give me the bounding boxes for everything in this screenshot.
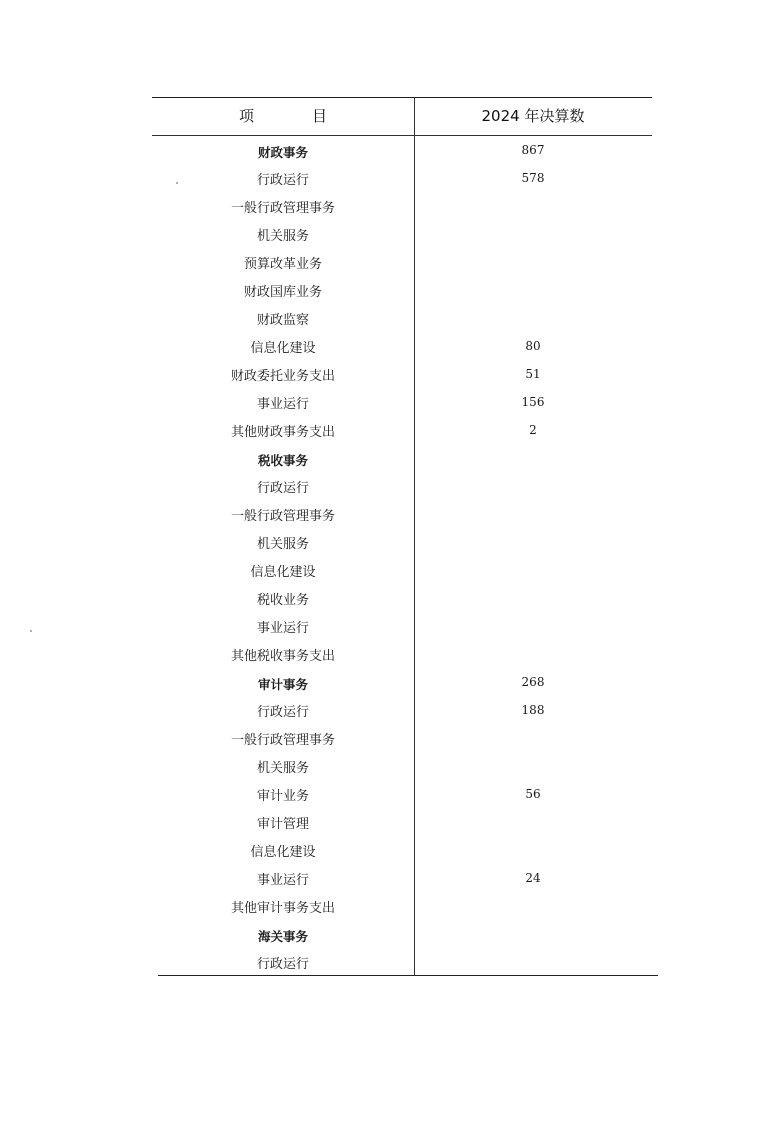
table-row <box>152 587 654 615</box>
column-header-value: 2024 年决算数 <box>481 107 585 125</box>
table-row <box>152 811 654 839</box>
row-item-name: 其他审计事务支出 <box>230 901 335 916</box>
table-row <box>152 839 654 867</box>
row-value <box>414 755 652 783</box>
table-row <box>152 139 654 167</box>
row-item-name: 信息化建设 <box>250 341 316 356</box>
scan-speck <box>30 630 32 632</box>
row-item-name: 机关服务 <box>256 761 309 776</box>
table-row <box>152 307 654 335</box>
row-item-name: 一般行政管理事务 <box>230 201 335 216</box>
row-value: 578 <box>521 171 545 185</box>
row-item-name: 机关服务 <box>256 537 309 552</box>
row-value: 268 <box>521 675 545 689</box>
table-row <box>152 503 654 531</box>
table-row <box>152 419 654 447</box>
row-value <box>414 895 652 923</box>
table-row <box>152 475 654 503</box>
row-item-name: 审计事务 <box>257 677 308 692</box>
row-item-name: 行政运行 <box>256 481 309 496</box>
row-value <box>414 223 652 251</box>
scan-speck <box>176 182 178 184</box>
table-row <box>152 923 654 951</box>
table-row <box>152 363 654 391</box>
table-row <box>152 391 654 419</box>
row-value <box>414 811 652 839</box>
table-row <box>152 223 654 251</box>
table-row <box>152 531 654 559</box>
row-value: 156 <box>521 395 545 409</box>
row-item-name: 税收事务 <box>257 453 308 468</box>
table-row <box>152 167 654 195</box>
row-item-name: 信息化建设 <box>250 565 316 580</box>
table-row <box>152 783 654 811</box>
table-row <box>152 755 654 783</box>
row-value <box>414 531 652 559</box>
table-row <box>152 447 654 475</box>
row-item-name: 行政运行 <box>256 705 309 720</box>
table-row <box>152 727 654 755</box>
table-row <box>152 699 654 727</box>
row-value: 867 <box>521 143 545 157</box>
row-item-name: 事业运行 <box>256 397 309 412</box>
row-item-name: 事业运行 <box>256 621 309 636</box>
table-row <box>152 335 654 363</box>
row-value <box>414 251 652 279</box>
row-value: 51 <box>525 367 541 381</box>
budget-table <box>152 97 654 977</box>
table-row <box>152 895 654 923</box>
row-value <box>414 503 652 531</box>
row-item-name: 机关服务 <box>256 229 309 244</box>
row-item-name: 审计管理 <box>256 817 309 832</box>
row-value <box>414 727 652 755</box>
row-value <box>414 615 652 643</box>
column-header-item: 项目 <box>238 107 385 125</box>
table-bottom-rule <box>158 975 658 976</box>
header-rule <box>152 135 652 136</box>
table-row <box>152 559 654 587</box>
row-value <box>414 307 652 335</box>
table-row <box>152 251 654 279</box>
row-item-name: 一般行政管理事务 <box>230 733 335 748</box>
row-item-name: 海关事务 <box>257 929 308 944</box>
row-item-name: 事业运行 <box>256 873 309 888</box>
table-row <box>152 643 654 671</box>
table-body <box>152 139 654 979</box>
row-value: 56 <box>525 787 541 801</box>
row-value <box>414 643 652 671</box>
row-item-name: 行政运行 <box>256 173 309 188</box>
row-item-name: 一般行政管理事务 <box>230 509 335 524</box>
table-row <box>152 279 654 307</box>
row-item-name: 行政运行 <box>256 957 309 972</box>
row-item-name: 其他财政事务支出 <box>230 425 335 440</box>
row-item-name: 财政事务 <box>257 145 308 160</box>
row-value <box>414 279 652 307</box>
row-item-name: 预算改革业务 <box>243 257 322 272</box>
row-item-name: 税收业务 <box>256 593 309 608</box>
table-row <box>152 615 654 643</box>
row-value <box>414 475 652 503</box>
row-value <box>414 587 652 615</box>
row-item-name: 审计业务 <box>256 789 309 804</box>
table-row <box>152 195 654 223</box>
row-value <box>414 559 652 587</box>
row-item-name: 财政委托业务支出 <box>230 369 335 384</box>
row-value: 24 <box>525 871 541 885</box>
row-value <box>414 839 652 867</box>
row-item-name: 其他税收事务支出 <box>230 649 335 664</box>
row-value: 188 <box>521 703 545 717</box>
row-item-name: 财政国库业务 <box>243 285 322 300</box>
row-value: 2 <box>529 423 537 437</box>
table-row <box>152 867 654 895</box>
row-value <box>414 195 652 223</box>
row-item-name: 信息化建设 <box>250 845 316 860</box>
row-value <box>414 447 652 475</box>
table-row <box>152 671 654 699</box>
row-value <box>414 923 652 951</box>
row-value: 80 <box>525 339 541 353</box>
row-item-name: 财政监察 <box>256 313 309 328</box>
